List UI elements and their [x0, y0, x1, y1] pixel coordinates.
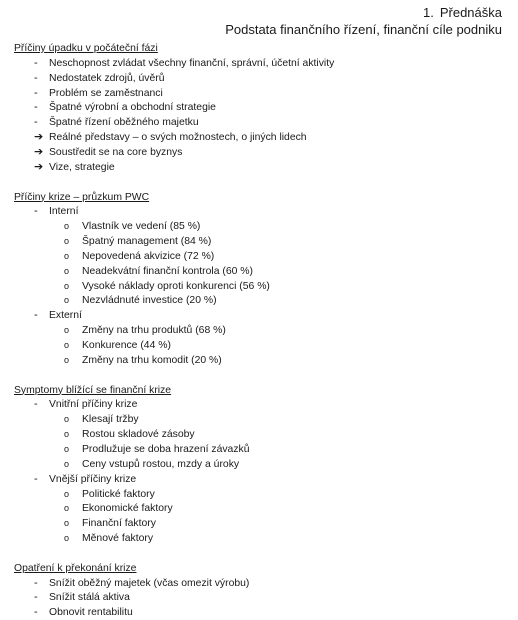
list-item-text: Snížit oběžný majetek (včas omezit výrobu) — [49, 577, 250, 589]
arrow-bullet-icon: ➔ — [34, 160, 44, 173]
list-item-text: Ceny vstupů rostou, mzdy a úroky — [82, 458, 240, 470]
list-item-text: Prodlužuje se doba hrazení závazků — [82, 443, 250, 455]
list-item-text: Soustředit se na core byznys — [49, 146, 183, 158]
document-subtitle: Podstata finančního řízení, finanční cíle podniku — [225, 22, 502, 37]
circle-bullet-icon: o — [64, 503, 70, 514]
list-item-text: Rostou skladové zásoby — [82, 429, 195, 441]
dash-bullet-icon: - — [34, 591, 38, 604]
list-item-text: Vnitřní příčiny krize — [49, 399, 138, 411]
list-item-text: Špatné řízení oběžného majetku — [49, 117, 199, 129]
circle-bullet-icon: o — [64, 458, 70, 469]
list-item-text: Snížit stálá aktiva — [49, 592, 130, 604]
section-heading-text: Symptomy blížící se finanční krize — [14, 384, 172, 396]
dash-bullet-icon: - — [34, 472, 38, 485]
list-item-text: Neadekvátní finanční kontrola (60 %) — [82, 265, 253, 277]
circle-bullet-icon: o — [64, 250, 70, 261]
list-item-text: Obnovit rentabilitu — [49, 607, 133, 619]
list-item-text: Změny na trhu komodit (20 %) — [82, 354, 222, 366]
dash-bullet-icon: - — [34, 56, 38, 69]
list-item-text: Nedostatek zdrojů, úvěrů — [49, 72, 165, 84]
lecture-number: 1. — [423, 5, 434, 20]
list-item-text: Špatné výrobní a obchodní strategie — [49, 102, 216, 114]
circle-bullet-icon: o — [64, 340, 70, 350]
circle-bullet-icon: o — [64, 429, 70, 440]
circle-bullet-icon: o — [64, 533, 70, 543]
dash-bullet-icon: - — [34, 205, 38, 218]
list-item-text: Externí — [49, 310, 82, 322]
circle-bullet-icon: o — [64, 443, 70, 454]
list-item-text: Měnové faktory — [82, 533, 154, 544]
lecture-label: Přednáška — [439, 5, 502, 20]
circle-bullet-icon: o — [64, 354, 70, 365]
dash-bullet-icon: - — [34, 576, 38, 589]
dash-bullet-icon: - — [34, 398, 38, 411]
circle-bullet-icon: o — [64, 414, 70, 425]
list-item-text: Problém se zaměstnanci — [49, 87, 163, 99]
section-heading-text: Příčiny krize – průzkum PWC — [14, 191, 150, 203]
list-item-text: Finanční faktory — [82, 518, 156, 530]
dash-bullet-icon: - — [34, 71, 38, 84]
list-item-text: Neschopnost zvládat všechny finanční, správní, účetní aktivity — [49, 57, 335, 69]
arrow-bullet-icon: ➔ — [34, 131, 44, 144]
list-item-text: Změny na trhu produktů (68 %) — [82, 325, 226, 337]
list-item-text: Politické faktory — [82, 488, 155, 500]
list-item-text: Ekonomické faktory — [82, 503, 173, 515]
list-item-text: Konkurence (44 %) — [82, 340, 171, 351]
circle-bullet-icon: o — [64, 265, 70, 276]
dash-bullet-icon: - — [34, 101, 38, 114]
lecture-heading — [423, 4, 502, 21]
list-item-text: Reálné představy – o svých možnostech, o jiných lidech — [49, 132, 307, 144]
circle-bullet-icon: o — [64, 488, 70, 499]
section-heading-text: Opatření k překonání krize — [14, 562, 137, 574]
section-heading-text: Příčiny úpadku v počáteční fázi — [14, 43, 158, 54]
dash-bullet-icon: - — [34, 116, 38, 129]
dash-bullet-icon: - — [34, 606, 38, 619]
circle-bullet-icon: o — [64, 295, 70, 306]
list-item-text: Vlastník ve vedení (85 %) — [82, 221, 201, 233]
circle-bullet-icon: o — [64, 221, 70, 232]
dash-bullet-icon: - — [34, 86, 38, 99]
circle-bullet-icon: o — [64, 518, 70, 529]
list-item-text: Interní — [49, 206, 79, 218]
list-item-text: Vize, strategie — [49, 161, 115, 173]
circle-bullet-icon: o — [64, 236, 70, 246]
list-item-text: Vnější příčiny krize — [49, 473, 137, 485]
arrow-bullet-icon: ➔ — [34, 145, 44, 158]
circle-bullet-icon: o — [64, 325, 70, 336]
list-item-text: Špatný management (84 %) — [82, 236, 212, 247]
dash-bullet-icon: - — [34, 309, 38, 322]
circle-bullet-icon: o — [64, 280, 70, 291]
list-item-text: Nezvládnuté investice (20 %) — [82, 295, 217, 307]
list-item-text: Klesají tržby — [82, 414, 139, 426]
list-item-text: Vysoké náklady oproti konkurenci (56 %) — [82, 280, 270, 292]
list-item-text: Nepovedená akvizice (72 %) — [82, 250, 215, 262]
